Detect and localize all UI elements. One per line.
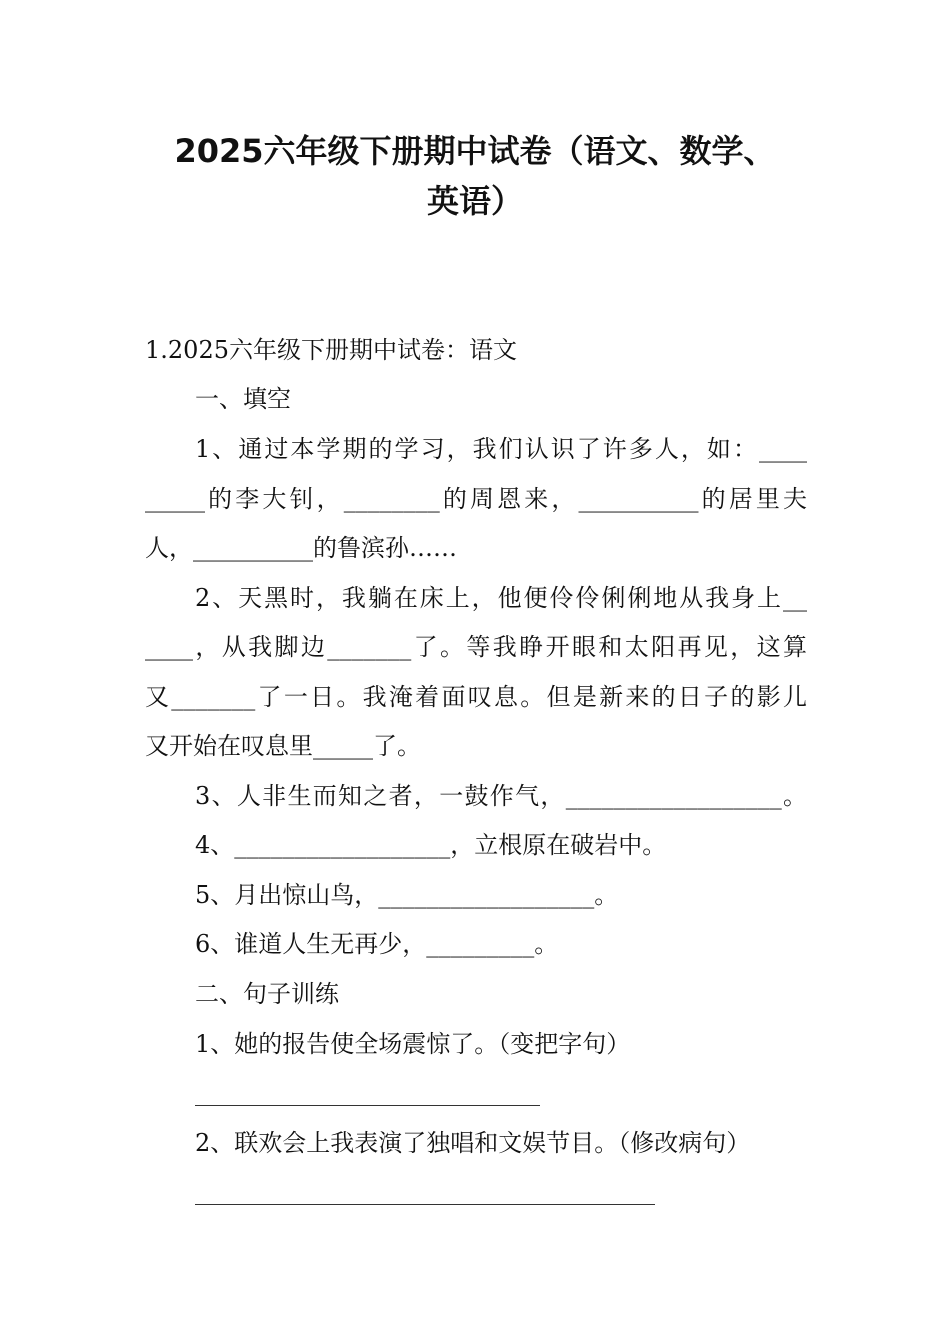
- question-5: 5、月出惊山鸟，__________________。: [195, 881, 619, 909]
- sentence-1-prompt: 1、她的报告使全场震惊了。（变把字句）: [195, 1030, 631, 1058]
- page-title-line-2: 英语）: [426, 182, 523, 220]
- question-2-line-4: 又开始在叹息里_____了。: [145, 732, 421, 760]
- section-heading: 1.2025六年级下册期中试卷：语文: [145, 336, 517, 364]
- sentence-1-answer-line: [195, 1105, 540, 1106]
- question-1-line-2: _____的李大钊，________的周恩来，__________的居里夫: [145, 485, 807, 513]
- question-2-line-1: 2、天黑时，我躺在床上，他便伶伶俐俐地从我身上__: [195, 584, 807, 612]
- question-2-line-3: 又_______了一日。我淹着面叹息。但是新来的日子的影儿: [145, 683, 807, 711]
- part2-heading: 二、句子训练: [195, 980, 339, 1008]
- question-1-line-3: 人，__________的鲁滨孙……: [145, 534, 457, 562]
- question-6: 6、谁道人生无再少，_________。: [195, 930, 559, 958]
- sentence-2-answer-line: [195, 1204, 655, 1205]
- page-title-line-1: 2025六年级下册期中试卷（语文、数学、: [174, 132, 776, 170]
- question-3: 3、人非生而知之者，一鼓作气，__________________。: [195, 782, 807, 810]
- sentence-2-prompt: 2、联欢会上我表演了独唱和文娱节目。（修改病句）: [195, 1129, 751, 1157]
- part1-heading: 一、填空: [195, 385, 291, 413]
- question-2-line-2: ____，从我脚边_______了。等我睁开眼和太阳再见，这算: [145, 633, 807, 661]
- question-4: 4、__________________，立根原在破岩中。: [195, 831, 667, 859]
- question-1-line-1: 1、通过本学期的学习，我们认识了许多人，如：____: [195, 435, 807, 463]
